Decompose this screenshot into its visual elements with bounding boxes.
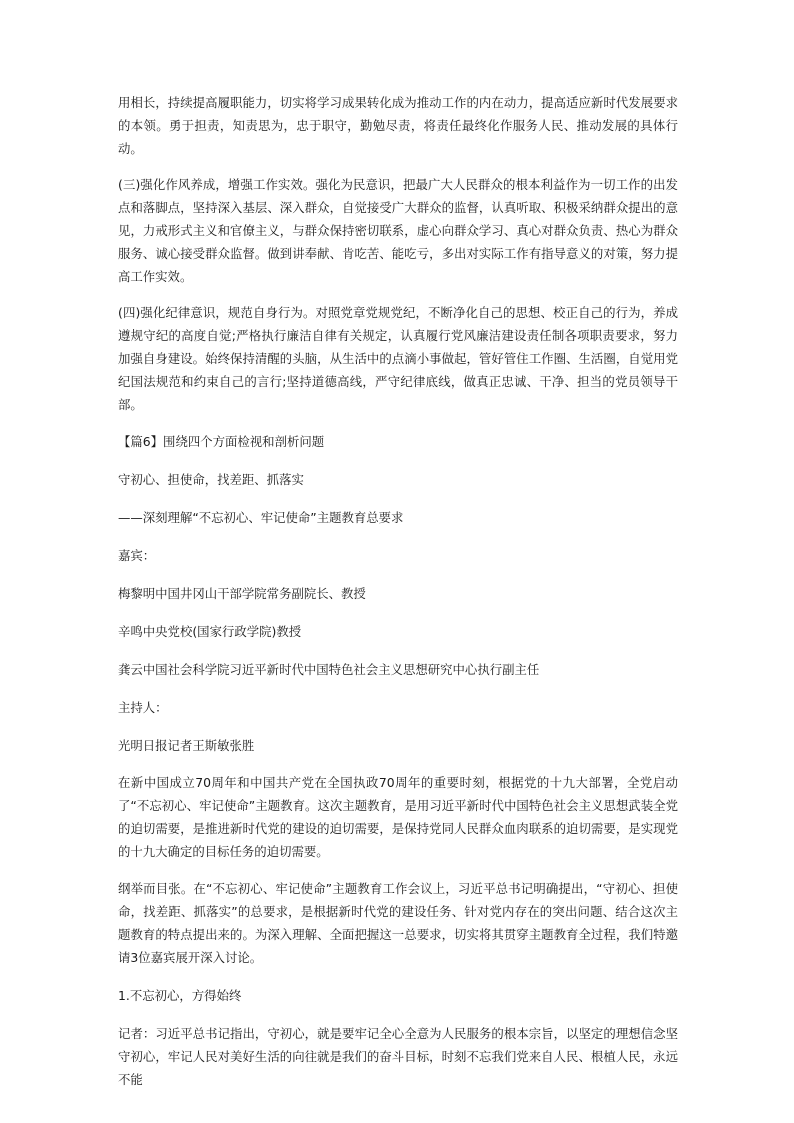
paragraph-interview: 记者：习近平总书记指出，守初心，就是要牢记全心全意为人民服务的根本宗旨，以坚定的理想信念坚守初心，牢记人民对美好生活的向往就是我们的奋斗目标，时刻不忘我们党来自人民、根植人民，永远不能 <box>118 1026 678 1087</box>
article-title: 守初心、担使命，找差距、抓落实 <box>118 472 304 487</box>
article-subtitle: ——深刻理解“不忘初心、牢记使命”主题教育总要求 <box>118 510 404 525</box>
guests-label: 嘉宾： <box>118 548 156 563</box>
guest-3: 龚云中国社会科学院习近平新时代中国特色社会主义思想研究中心执行副主任 <box>118 662 540 677</box>
paragraph-requirements: 纲举而目张。在“不忘初心、牢记使命”主题教育工作会议上，习近平总书记明确提出，“守初心、担使命，找差距、抓落实”的总要求，是根据新时代党的建设任务、针对党内存在的突出问题、结合这次主题教育的特点提出来的。为深入理解、全面把握这一总要求，切实将其贯穿主题教育全过程，我们特邀请3位嘉宾展开深入讨论。 <box>118 881 678 965</box>
document-page <box>118 91 678 1091</box>
paragraph-intro: 在新中国成立70周年和中国共产党在全国执政70周年的重要时刻，根据党的十九大部署，全党启动了“不忘初心、牢记使命”主题教育。这次主题教育，是用习近平新时代中国特色社会主义思想武装全党的迫切需要，是推进新时代党的建设的迫切需要，是保持党同人民群众血肉联系的迫切需要，是实现党的十九大确定的目标任务的迫切需要。 <box>118 775 678 859</box>
paragraph-duty: 用相长，持续提高履职能力，切实将学习成果转化成为推动工作的内在动力，提高适应新时代发展要求的本领。勇于担责，知责思为，忠于职守，勤勉尽责，将责任最终化作服务人民、推动发展的具体行动。 <box>118 95 678 156</box>
host-name: 光明日报记者王斯敏张胜 <box>118 738 255 753</box>
host-label: 主持人： <box>118 700 168 715</box>
paragraph-discipline: (四)强化纪律意识，规范自身行为。对照党章党规党纪，不断净化自己的思想、校正自己的行为，养成遵规守纪的高度自觉;严格执行廉洁自律有关规定，认真履行党风廉洁建设责任制各项职责要求，努力加强自身建设。始终保持清醒的头脑，从生活中的点滴小事做起，管好管住工作圈、生活圈，自觉用党纪国法规范和约束自己的言行;坚持道德高线，严守纪律底线，做真正忠诚、干净、担当的党员领导干部。 <box>118 305 678 412</box>
section-heading: 【篇6】围绕四个方面检视和剖析问题 <box>118 434 325 449</box>
guest-2: 辛鸣中央党校(国家行政学院)教授 <box>118 624 302 639</box>
subsection-heading: 1.不忘初心，方得始终 <box>118 988 242 1003</box>
guest-1: 梅黎明中国井冈山干部学院常务副院长、教授 <box>118 586 366 601</box>
paragraph-work-style: (三)强化作风养成，增强工作实效。强化为民意识，把最广大人民群众的根本利益作为一切工作的出发点和落脚点，坚持深入基层、深入群众，自觉接受广大群众的监督，认真听取、积极采纳群众提出的意见，力戒形式主义和官僚主义，与群众保持密切联系，虚心向群众学习、真心对群众负责、热心为群众服务、诚心接受群众监督。做到讲奉献、肯吃苦、能吃亏，多出对实际工作有指导意义的对策，努力提高工作实效。 <box>118 177 678 284</box>
